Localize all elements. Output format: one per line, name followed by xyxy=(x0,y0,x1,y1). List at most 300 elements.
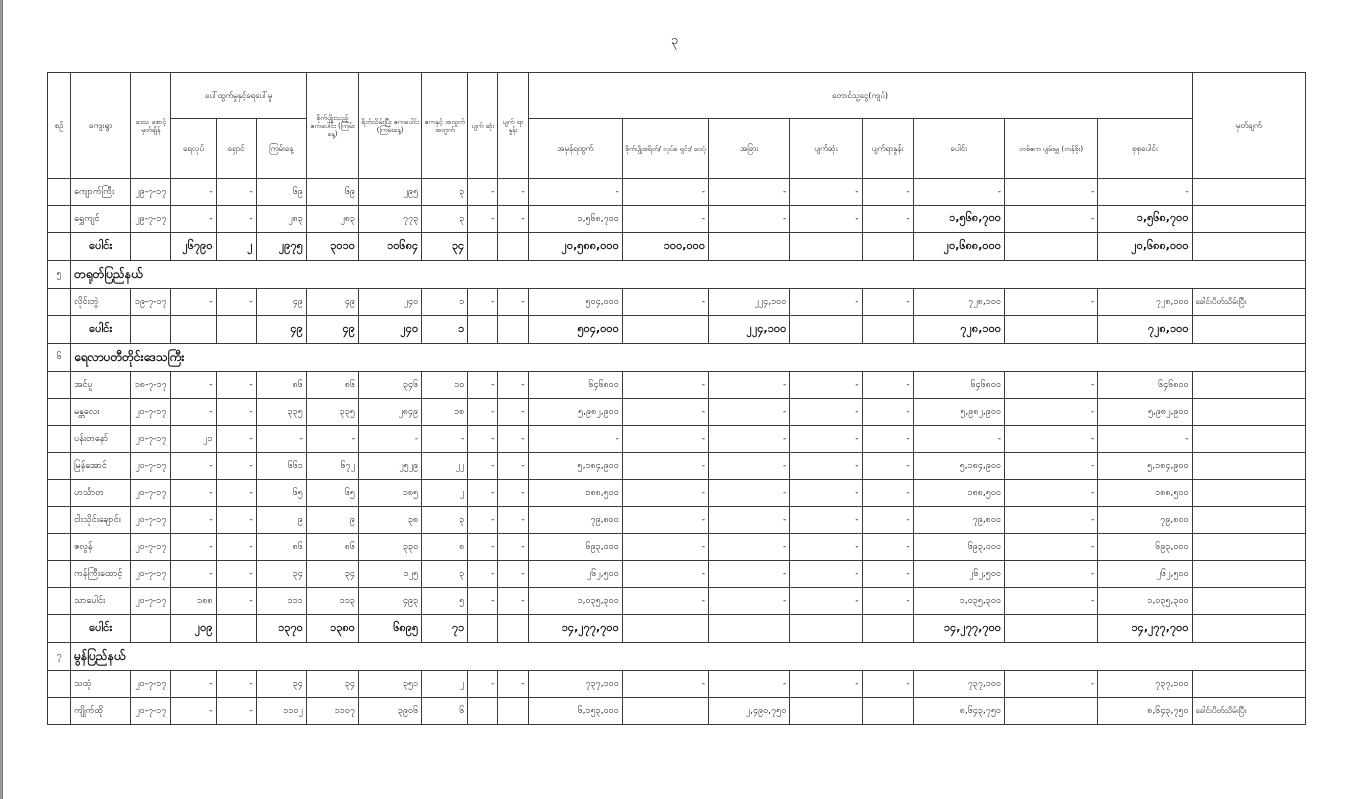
row-no xyxy=(48,179,71,206)
cell-d: ၂၈၃ xyxy=(306,206,358,233)
header-township: ကျေးရွာ xyxy=(71,73,131,179)
report-date: ၂၉-၇-၁၇ xyxy=(131,206,171,233)
cell-m1: ၁၄,၂၇၇,၇၀၀ xyxy=(528,615,622,643)
cell-m1: - xyxy=(528,179,622,206)
cell-h: - xyxy=(498,561,528,588)
report-date: ၂၀-၇-၁၇ xyxy=(131,453,171,480)
cell-b xyxy=(216,615,256,643)
remark xyxy=(1192,453,1305,480)
report-date: ၁၉-၇-၁၇ xyxy=(131,289,171,316)
cell-g: - xyxy=(468,507,498,534)
cell-a: - xyxy=(171,453,216,480)
cell-g: - xyxy=(468,206,498,233)
cell-m8: ၁,၀၃၅,၃၀၀ xyxy=(1098,588,1192,615)
total-row xyxy=(48,316,1306,344)
cell-e: ၂၉၅ xyxy=(358,179,421,206)
cell-m1: ၁,၅၆၈,၇၀၀ xyxy=(528,206,622,233)
header-land-group: ပေါ်ထွက်မှုနှင့်ရေပေါ်မှု xyxy=(171,73,306,119)
cell-m2: - xyxy=(622,289,708,316)
cell-d: ၉ xyxy=(306,507,358,534)
cell-b: - xyxy=(216,671,256,698)
section-number: ၅ xyxy=(48,261,71,289)
row-no xyxy=(48,588,71,615)
cell-m5: - xyxy=(862,179,913,206)
table-row xyxy=(48,206,1306,233)
cell-m3: - xyxy=(709,453,790,480)
cell-e: ၄၉၃ xyxy=(358,588,421,615)
cell-g: - xyxy=(468,588,498,615)
report-date: ၂၀-၇-၁၇ xyxy=(131,480,171,507)
cell-m8: ၅,၁၈၄,၉၀၀ xyxy=(1098,453,1192,480)
cell-h: - xyxy=(498,399,528,426)
cell-m6: ၇၂၈,၁၀၀ xyxy=(913,289,1004,316)
cell-h: - xyxy=(498,534,528,561)
cell-d: ၃၄ xyxy=(306,561,358,588)
remark xyxy=(1192,561,1305,588)
cell-b: - xyxy=(216,588,256,615)
cell-h: - xyxy=(498,372,528,399)
cell-f: - xyxy=(422,426,468,453)
cell-h xyxy=(498,615,528,643)
cell-m6: ၈,၆၄၃,၇၅၀ xyxy=(913,698,1004,725)
cell-m5: - xyxy=(862,206,913,233)
cell-m3: ၂,၄၉၀,၇၅၀ xyxy=(709,698,790,725)
report-table xyxy=(47,72,1306,725)
cell-m3: - xyxy=(709,480,790,507)
header-harvested: ရိတ်သိမ်းပြီး ဧကပေါင်း (ကြမ်းနေ့) xyxy=(358,73,421,179)
header-c3: အခြား xyxy=(709,119,790,179)
cell-e: ၁၀၆၈၄ xyxy=(358,233,421,261)
cell-m2: - xyxy=(622,372,708,399)
cell-g: - xyxy=(468,671,498,698)
cell-m3: - xyxy=(709,426,790,453)
cell-m6: ၂၀,၆၈၈,၀၀၀ xyxy=(913,233,1004,261)
cell-b: - xyxy=(216,480,256,507)
report-date: ၂၀-၇-၁၇ xyxy=(131,399,171,426)
township-name: ပန်းတနော် xyxy=(71,426,131,453)
table-row xyxy=(48,399,1306,426)
cell-m4 xyxy=(790,698,862,725)
header-irrigated: ရေလုပ် xyxy=(171,119,216,179)
cell-m5: - xyxy=(862,588,913,615)
cell-c: ၄၉ xyxy=(256,316,306,344)
cell-d: ၁၁၀၇ xyxy=(306,698,358,725)
cell-m1: ၆,၁၅၃,၀၀၀ xyxy=(528,698,622,725)
cell-m6: ၁,၀၃၅,၃၀၀ xyxy=(913,588,1004,615)
cell-m1: ၅၀၄,၀၀၀ xyxy=(528,316,622,344)
cell-c: ၈၆ xyxy=(256,372,306,399)
cell-m2: - xyxy=(622,426,708,453)
cell-m8: ၁၄,၂၇၇,၇၀၀ xyxy=(1098,615,1192,643)
cell-m8: - xyxy=(1098,179,1192,206)
cell-d: ၆၇၂ xyxy=(306,453,358,480)
cell-f: ၁၈ xyxy=(422,399,468,426)
cell-m8: ၆၄၆၈၀၀ xyxy=(1098,372,1192,399)
cell-m6: ၇၉,၈၀၀ xyxy=(913,507,1004,534)
header-c2: စိုက်ပျိုးစရိတ်/ လုပ်ခ ရှင်း/ ဝေပုံ xyxy=(622,119,708,179)
header-no: စဥ် xyxy=(48,73,71,179)
cell-m6: ၇၃၇,၁၀၀ xyxy=(913,671,1004,698)
cell-m5: - xyxy=(862,507,913,534)
cell-m5: - xyxy=(862,534,913,561)
cell-e: ၂၄၀ xyxy=(358,316,421,344)
cell-m5: - xyxy=(862,372,913,399)
cell-m4: - xyxy=(790,206,862,233)
cell-h: - xyxy=(498,588,528,615)
cell-m1: ၆၉၃,၀၀၀ xyxy=(528,534,622,561)
cell-a: ၂၆၇၉၀ xyxy=(171,233,216,261)
cell-m2: - xyxy=(622,206,708,233)
cell-m6: ၆၉၃,၀၀၀ xyxy=(913,534,1004,561)
remark xyxy=(1192,316,1305,344)
cell-h: - xyxy=(498,453,528,480)
cell-c: ၁၁၀၂ xyxy=(256,698,306,725)
header-ratio: ပျက် ရာ နှုန်း xyxy=(498,73,528,179)
cell-d: ၃၄ xyxy=(306,671,358,698)
report-date: ၁၈-၇-၁၇ xyxy=(131,372,171,399)
cell-m5: - xyxy=(862,453,913,480)
cell-h: - xyxy=(498,507,528,534)
cell-m4: - xyxy=(790,289,862,316)
cell-g: - xyxy=(468,534,498,561)
cell-m7: - xyxy=(1004,480,1097,507)
cell-m2: - xyxy=(622,453,708,480)
section-row xyxy=(48,261,1306,289)
table-row xyxy=(48,561,1306,588)
cell-e: ၇၇၃ xyxy=(358,206,421,233)
cell-d: ၈၆ xyxy=(306,372,358,399)
cell-g: - xyxy=(468,426,498,453)
header-dry: ရှောင် xyxy=(216,119,256,179)
remark xyxy=(1192,480,1305,507)
cell-a: ၁၈၈ xyxy=(171,588,216,615)
cell-a: - xyxy=(171,534,216,561)
report-date: ၂၀-၇-၁၇ xyxy=(131,534,171,561)
cell-m4: - xyxy=(790,426,862,453)
cell-b: ၂ xyxy=(216,233,256,261)
row-no xyxy=(48,615,71,643)
cell-m4 xyxy=(790,233,862,261)
cell-m8: ၇၂၈,၁၀၀ xyxy=(1098,316,1192,344)
cell-m5 xyxy=(862,698,913,725)
cell-m3: ၂၂၄,၁၀၀ xyxy=(709,289,790,316)
cell-e: ၃၅၁ xyxy=(358,671,421,698)
cell-m3: - xyxy=(709,534,790,561)
cell-m3: - xyxy=(709,588,790,615)
cell-e: ၂၈၄၉ xyxy=(358,399,421,426)
cell-b xyxy=(216,316,256,344)
total-label: ပေါင်း xyxy=(71,316,131,344)
cell-m8: ၁၈၈,၅၀၀ xyxy=(1098,480,1192,507)
cell-m1: ၆၄၆၈၀၀ xyxy=(528,372,622,399)
report-date: ၂၀-၇-၁၇ xyxy=(131,588,171,615)
report-date xyxy=(131,615,171,643)
cell-d: ၃၀၁၀ xyxy=(306,233,358,261)
cell-m8: ၂၆၂,၅၀၀ xyxy=(1098,561,1192,588)
township-name: သထုံ xyxy=(71,671,131,698)
cell-m7: - xyxy=(1004,372,1097,399)
total-row xyxy=(48,615,1306,643)
cell-m8: ၁,၅၆၈,၇၀၀ xyxy=(1098,206,1192,233)
cell-m6: ၆၄၆၈၀၀ xyxy=(913,372,1004,399)
cell-m8: ၇၉,၈၀၀ xyxy=(1098,507,1192,534)
cell-m2: - xyxy=(622,399,708,426)
cell-b: - xyxy=(216,534,256,561)
cell-b: - xyxy=(216,289,256,316)
cell-m4: - xyxy=(790,480,862,507)
remark xyxy=(1192,233,1305,261)
cell-m5: - xyxy=(862,671,913,698)
cell-m7: - xyxy=(1004,179,1097,206)
cell-m4: - xyxy=(790,561,862,588)
cell-m7: - xyxy=(1004,426,1097,453)
cell-m8: ၂၀,၆၈၈,၀၀၀ xyxy=(1098,233,1192,261)
cell-b: - xyxy=(216,399,256,426)
cell-a: - xyxy=(171,179,216,206)
cell-g: - xyxy=(468,179,498,206)
township-name: မြန်အောင် xyxy=(71,453,131,480)
cell-m3: - xyxy=(709,561,790,588)
cell-c: ၃၃၅ xyxy=(256,399,306,426)
table-row xyxy=(48,289,1306,316)
cell-a: - xyxy=(171,671,216,698)
cell-m4: - xyxy=(790,179,862,206)
row-no xyxy=(48,534,71,561)
cell-h: - xyxy=(498,179,528,206)
cell-e: ၁၈၅ xyxy=(358,480,421,507)
cell-m5: - xyxy=(862,561,913,588)
cell-m1: - xyxy=(528,426,622,453)
header-c5: ပျက်ရာနှုန်း xyxy=(862,119,913,179)
row-no xyxy=(48,671,71,698)
cell-g: - xyxy=(468,480,498,507)
row-no xyxy=(48,561,71,588)
total-label: ပေါင်း xyxy=(71,233,131,261)
cell-m3 xyxy=(709,615,790,643)
cell-m3: - xyxy=(709,507,790,534)
cell-m1: ၁၈၈,၅၀၀ xyxy=(528,480,622,507)
cell-m4: - xyxy=(790,399,862,426)
cell-m6: ၂၆၂,၅၀၀ xyxy=(913,561,1004,588)
cell-d: ၄၉ xyxy=(306,316,358,344)
cell-m8: ၇၃၇,၁၀၀ xyxy=(1098,671,1192,698)
section-number: ၆ xyxy=(48,344,71,372)
row-no xyxy=(48,426,71,453)
report-date: ၂၀-၇-၁၇ xyxy=(131,426,171,453)
cell-m1: ၇၃၇,၁၀၀ xyxy=(528,671,622,698)
cell-c: ၂၉၇၅ xyxy=(256,233,306,261)
cell-m6: ၅,၉၈၂,၉၀၀ xyxy=(913,399,1004,426)
cell-b: - xyxy=(216,426,256,453)
cell-d: ၁၃၈၀ xyxy=(306,615,358,643)
report-date: ၂၀-၇-၁၇ xyxy=(131,507,171,534)
township-name: ရွှေကျင် xyxy=(71,206,131,233)
cell-d: ၈၆ xyxy=(306,534,358,561)
cell-m1: ၂၀,၅၈၈,၀၀၀ xyxy=(528,233,622,261)
cell-e: - xyxy=(358,426,421,453)
table-row xyxy=(48,426,1306,453)
cell-g: - xyxy=(468,289,498,316)
cell-m6: ၅,၁၈၄,၉၀၀ xyxy=(913,453,1004,480)
cell-b: - xyxy=(216,179,256,206)
header-c6: ပေါင်း xyxy=(913,119,1004,179)
cell-c: ၁၃၇၀ xyxy=(256,615,306,643)
report-date xyxy=(131,233,171,261)
table-row xyxy=(48,698,1306,725)
cell-a: ၂၀၉ xyxy=(171,615,216,643)
cell-f: ၁ xyxy=(422,316,468,344)
cell-d: ၆၅ xyxy=(306,480,358,507)
cell-b: - xyxy=(216,206,256,233)
cell-e: ၃၃၀ xyxy=(358,534,421,561)
remark: ခေါင်းပိတ်သိမ်းပြီး xyxy=(1192,289,1305,316)
cell-m3 xyxy=(709,233,790,261)
cell-m1: ၅,၁၈၄,၉၀၀ xyxy=(528,453,622,480)
cell-m4: - xyxy=(790,534,862,561)
cell-m4 xyxy=(790,316,862,344)
cell-g: - xyxy=(468,372,498,399)
remark xyxy=(1192,507,1305,534)
cell-m2: - xyxy=(622,179,708,206)
cell-m7: - xyxy=(1004,534,1097,561)
table-row xyxy=(48,372,1306,399)
cell-a: - xyxy=(171,507,216,534)
cell-m2 xyxy=(622,615,708,643)
cell-m7 xyxy=(1004,316,1097,344)
township-name: မန္တလေး xyxy=(71,399,131,426)
cell-m2 xyxy=(622,698,708,725)
cell-b: - xyxy=(216,372,256,399)
cell-d: ၁၁၃ xyxy=(306,588,358,615)
cell-m7: - xyxy=(1004,206,1097,233)
cell-e: ၃၉၀၆ xyxy=(358,698,421,725)
cell-b: - xyxy=(216,453,256,480)
cell-a: - xyxy=(171,372,216,399)
row-no xyxy=(48,372,71,399)
cell-f: ၇၁ xyxy=(422,615,468,643)
cell-m2: - xyxy=(622,671,708,698)
cell-g xyxy=(468,316,498,344)
cell-m3: - xyxy=(709,179,790,206)
cell-m6: ၁၈၈,၅၀၀ xyxy=(913,480,1004,507)
cell-a: - xyxy=(171,399,216,426)
cell-e: ၃၄၆ xyxy=(358,372,421,399)
document-page xyxy=(2,0,1349,799)
remark xyxy=(1192,179,1305,206)
cell-m5 xyxy=(862,233,913,261)
cell-h xyxy=(498,316,528,344)
cell-m4: - xyxy=(790,671,862,698)
cell-f: ၂၂ xyxy=(422,453,468,480)
cell-h: - xyxy=(498,671,528,698)
row-no xyxy=(48,507,71,534)
cell-m5: - xyxy=(862,480,913,507)
table-row xyxy=(48,534,1306,561)
cell-f: ၃ xyxy=(422,561,468,588)
row-no xyxy=(48,453,71,480)
cell-a: ၂၁ xyxy=(171,426,216,453)
cell-f: ၂ xyxy=(422,671,468,698)
cell-a: - xyxy=(171,561,216,588)
section-title: ရေလာပတီတိုင်းဒေသကြီး xyxy=(71,344,1306,372)
cell-m7: - xyxy=(1004,588,1097,615)
township-name: ဟင်္သာတ xyxy=(71,480,131,507)
cell-m7: - xyxy=(1004,507,1097,534)
cell-g: - xyxy=(468,453,498,480)
cell-e: ၂၅၂၉ xyxy=(358,453,421,480)
header-remark: မှတ်ချက် xyxy=(1192,73,1305,179)
cell-m1: ၅၀၄,၀၀၀ xyxy=(528,289,622,316)
cell-d: ၆၉ xyxy=(306,179,358,206)
cell-d: ၃၃၅ xyxy=(306,399,358,426)
cell-m4 xyxy=(790,615,862,643)
total-label: ပေါင်း xyxy=(71,615,131,643)
row-no xyxy=(48,399,71,426)
report-date xyxy=(131,316,171,344)
cell-m6: - xyxy=(913,426,1004,453)
cell-m2: - xyxy=(622,507,708,534)
cell-m5 xyxy=(862,615,913,643)
cell-a: - xyxy=(171,289,216,316)
cell-m1: ၅,၉၈၂,၉၀၀ xyxy=(528,399,622,426)
row-no xyxy=(48,289,71,316)
township-name: ကျောက်ကြီး xyxy=(71,179,131,206)
cell-m7: - xyxy=(1004,561,1097,588)
cell-a xyxy=(171,316,216,344)
cell-m8: - xyxy=(1098,426,1192,453)
cell-m5: - xyxy=(862,399,913,426)
township-name: ဇလွန် xyxy=(71,534,131,561)
cell-m7 xyxy=(1004,233,1097,261)
cell-m3: - xyxy=(709,671,790,698)
cell-c: ၉ xyxy=(256,507,306,534)
cell-c: ၆၉ xyxy=(256,179,306,206)
cell-d: - xyxy=(306,426,358,453)
cell-c: ၈၆ xyxy=(256,534,306,561)
remark: ခေါင်းပိတ်သိမ်းပြီး xyxy=(1192,698,1305,725)
cell-m2: ၁၀၀,၀၀၀ xyxy=(622,233,708,261)
cell-h xyxy=(498,698,528,725)
cell-m1: ၂၆၂,၅၀၀ xyxy=(528,561,622,588)
cell-m3: ၂၂၄,၁၀၀ xyxy=(709,316,790,344)
township-name: သာပေါင်း xyxy=(71,588,131,615)
cell-m6: ၁၄,၂၇၇,၇၀၀ xyxy=(913,615,1004,643)
remark xyxy=(1192,671,1305,698)
cell-h xyxy=(498,233,528,261)
township-name: ငါးသိုင်းချောင်း xyxy=(71,507,131,534)
cell-m1: ၁,၀၃၅,၃၀၀ xyxy=(528,588,622,615)
cell-m6: - xyxy=(913,179,1004,206)
cell-c: ၂၈၃ xyxy=(256,206,306,233)
cell-e: ၆၈၉၅ xyxy=(358,615,421,643)
cell-f: ၂ xyxy=(422,480,468,507)
header-loss: ပျက် ဆုံး xyxy=(468,73,498,179)
remark xyxy=(1192,615,1305,643)
cell-m8: ၈,၆၄၃,၇၅၀ xyxy=(1098,698,1192,725)
cell-h: - xyxy=(498,480,528,507)
row-no xyxy=(48,316,71,344)
cell-c: - xyxy=(256,426,306,453)
page-number: ၃ xyxy=(671,33,679,48)
remark xyxy=(1192,534,1305,561)
cell-c: ၆၅ xyxy=(256,480,306,507)
cell-h: - xyxy=(498,426,528,453)
cell-b: - xyxy=(216,698,256,725)
total-row xyxy=(48,233,1306,261)
cell-f: ၃ xyxy=(422,179,468,206)
cell-g xyxy=(468,233,498,261)
cell-m2: - xyxy=(622,480,708,507)
